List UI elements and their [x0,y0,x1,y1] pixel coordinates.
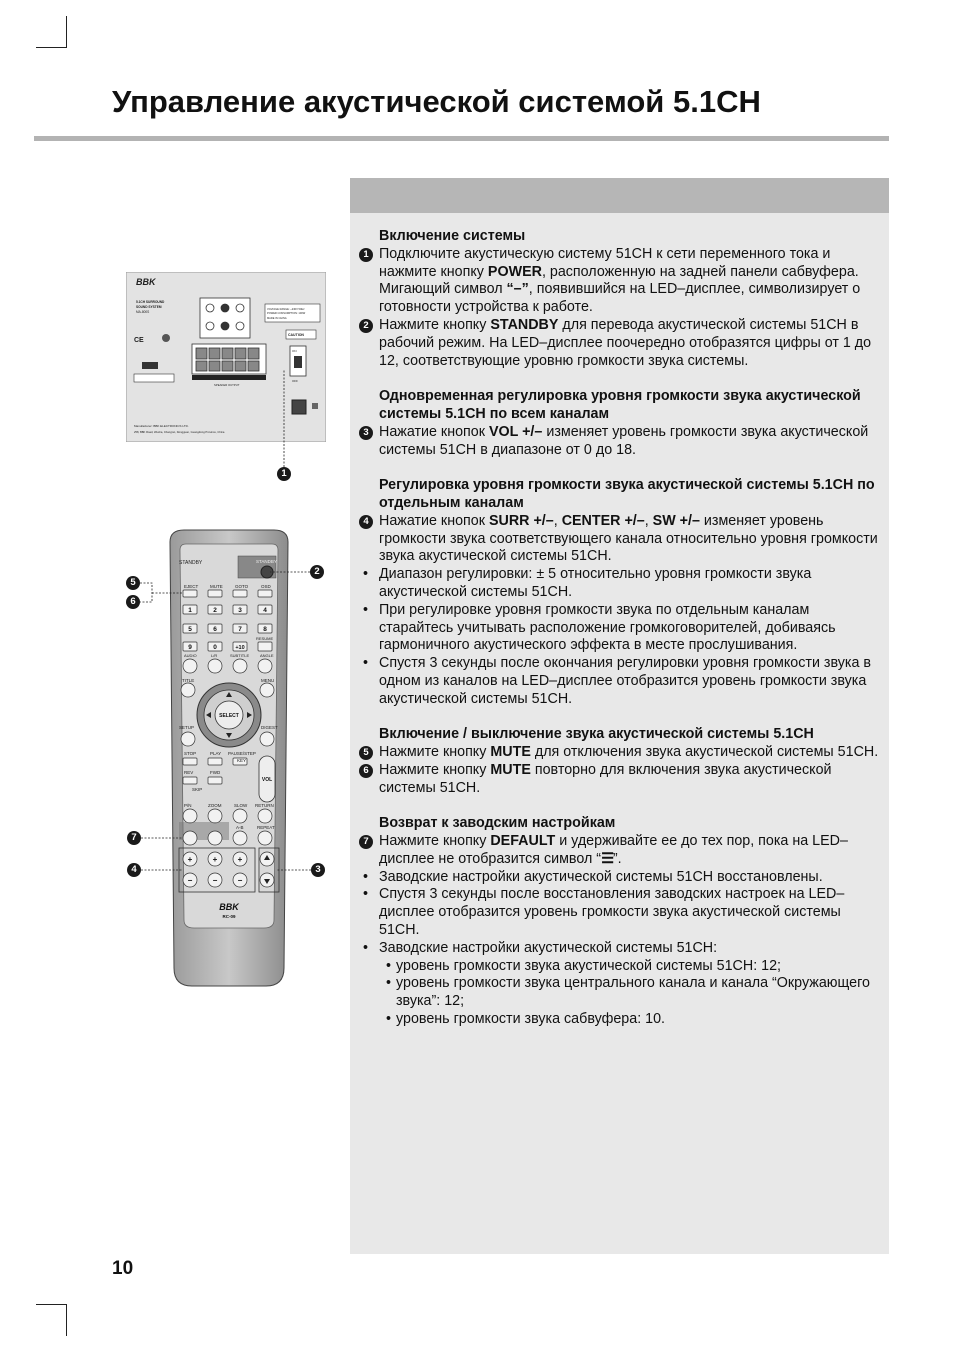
speaker-terminal-block [192,344,266,374]
section-heading: Включение / выключение звука акустической системы 5.1CH [379,726,814,743]
item-text: уровень громкости звука центрального канала и канала “Окружающего звука”: 12; [396,975,870,1010]
standby-button [261,566,273,578]
remote-standby-left: STANDBY [179,560,203,566]
rear-panel-figure [126,272,326,442]
emphasis-text: “–” [506,281,529,298]
svg-text:KEY: KEY [237,758,247,763]
section-3 [358,477,883,708]
callout-5: 5 [126,576,140,590]
crop-mark-top-horizontal [36,47,67,48]
svg-text:−: − [212,876,218,885]
step-item-2 [358,317,883,370]
section-2 [358,388,883,459]
bullet-item [358,602,883,655]
svg-text:5: 5 [188,626,192,633]
crop-mark-bottom-horizontal [36,1304,67,1305]
svg-text:+10: +10 [235,645,245,651]
emphasis-text: CENTER +/– [561,512,645,529]
svg-text:OSD: OSD [261,584,271,589]
svg-text:VOL: VOL [261,777,273,783]
svg-text:SLOW: SLOW [234,803,248,808]
emphasis-text: POWER [487,263,542,280]
sub-bullet-item [358,958,883,976]
rear-off: OFF [292,379,298,383]
item-text: , [644,512,653,529]
emphasis-text: SURR +/– [488,512,554,529]
svg-text:REV: REV [184,770,194,775]
step-item-3 [358,424,883,460]
remote-standby-right: STANDBY [256,559,277,564]
rear-power: POWER CONSUMPTION: 100W [267,312,306,315]
svg-text:−: − [187,876,193,885]
step-item-5 [358,744,883,762]
svg-text:CE: CE [134,337,144,344]
rear-manufacturer: Manufacturer: BBK ELECTRONICS LTD. [134,424,189,428]
emphasis-text: ☰ [601,850,613,867]
svg-text:AUDIO: AUDIO [184,653,197,658]
svg-text:A-B: A-B [236,825,244,830]
section-heading: Одновременная регулировка уровня громкости звука акустической системы 5.1CH по всем каналам [379,388,861,422]
rear-line-1: 5.1CH SURROUND [136,300,165,304]
svg-text:RETURN: RETURN [255,803,274,808]
svg-text:SELECT: SELECT [219,713,239,719]
instructions-content [358,228,883,1047]
callout-6: 6 [126,595,140,609]
callout-7: 7 [127,831,141,845]
step-number-badge: 5 [359,746,373,760]
step-item-7 [358,833,883,869]
item-text: Спустя 3 секунды после восстановления заводских настроек на LED–дисплее отобразится уровень громкости звука акустической системы 51CH. [379,886,845,939]
item-text: повторно для включения звука акустической системы 51CH. [379,761,832,796]
sub-bullet-item [358,975,883,1011]
rear-line-2: SOUND SYSTEM [136,305,162,309]
item-text: изменяет уровень громкости звука соответствующего канала относительно уровня громкости звука акустической системы 51CH. [379,512,878,565]
rear-brand-logo: BBK [136,277,156,287]
bullet-marker: • [386,975,392,992]
page-number: 10 [112,1258,134,1279]
svg-text:7: 7 [238,626,242,633]
emphasis-text: DEFAULT [490,833,556,850]
section-4 [358,726,883,797]
item-text: Нажмите кнопку [379,761,491,778]
bullet-item [358,566,883,602]
sub-bullet-item [358,1011,883,1029]
callout-1: 1 [277,467,291,481]
bullet-marker: • [386,957,392,974]
item-text: , [553,512,562,529]
rear-rating: VOLTAGE RANGE: ~230V 50Hz [267,308,305,311]
svg-text:3: 3 [238,607,242,614]
bullet-item [358,869,883,887]
bullet-marker: • [363,886,369,903]
page-title: Управление акустической системой 5.1CH [112,84,761,119]
item-text: Подключите акустическую систему 51CH к сети переменного тока и нажмите кнопку [379,245,831,280]
svg-text:PAUSE/STEP: PAUSE/STEP [228,751,256,756]
item-text: уровень громкости звука акустической системы 51CH: 12; [396,957,782,974]
svg-text:MUTE: MUTE [210,584,223,589]
svg-text:EJECT: EJECT [184,584,199,589]
step-number-badge: 6 [359,764,373,778]
svg-text:TITLE: TITLE [182,678,195,683]
bullet-marker: • [363,566,369,583]
item-text: Диапазон регулировки: ± 5 относительно уровня громкости звука акустической системы 51CH. [379,566,812,600]
svg-text:9: 9 [188,644,192,651]
remote-brand-logo: BBK [219,902,239,912]
remote-control-figure [166,528,292,990]
bullet-marker: • [363,939,369,956]
item-text: Заводские настройки акустической системы 51CH восстановлены. [379,868,823,885]
emphasis-text: SW +/– [652,512,700,529]
section-heading: Возврат к заводским настройкам [379,815,616,832]
svg-text:DIGEST: DIGEST [261,725,278,730]
step-item-6 [358,762,883,798]
svg-text:+: + [237,855,243,864]
svg-text:0: 0 [213,644,217,651]
step-number-badge: 7 [359,835,373,849]
svg-text:SUBTITLE: SUBTITLE [230,653,250,658]
item-text: и удерживайте ее до тех пор, пока на LED–дисплее не отобразится символ “ [379,833,848,867]
svg-text:MENU: MENU [261,678,275,683]
callout-4: 4 [127,863,141,877]
svg-text:ANGLE: ANGLE [260,653,274,658]
callout-3: 3 [311,863,325,877]
svg-text:REPEAT: REPEAT [257,825,275,830]
svg-text:4: 4 [263,607,267,614]
svg-text:−: − [237,876,243,885]
rear-speaker-output: SPEAKER OUTPUT [214,383,240,387]
section-1 [358,228,883,370]
section-heading: Включение системы [379,228,526,244]
svg-text:FWD: FWD [210,770,221,775]
svg-text:+: + [212,855,218,864]
svg-text:PLAY: PLAY [210,751,222,756]
step-number-badge: 3 [359,426,373,440]
crop-mark-top-vertical [66,16,67,48]
item-text: для отключения звука акустической системы 51CH. [530,744,879,761]
power-socket [292,400,306,414]
svg-text:L/R: L/R [211,653,218,658]
step-item-4 [358,513,883,566]
svg-text:8: 8 [263,626,267,633]
bullet-marker: • [386,1011,392,1028]
svg-text:2: 2 [213,607,217,614]
crop-mark-bottom-vertical [66,1304,67,1336]
bullet-marker: • [363,655,369,672]
step-item-1 [358,246,883,317]
item-text: уровень громкости звука сабвуфера: 10. [396,1011,666,1028]
rear-made: MADE IN CHINA [267,317,287,320]
rear-address: 258, BBK Road, Wusha, Chang'an, Dongguan, Guangdong Province, China [134,431,225,434]
item-text: , появившийся на LED–дисплее, символизирует о готовности устройства к работе. [379,281,861,316]
svg-text:RC-09: RC-09 [222,914,236,919]
input-jack-block [200,298,250,338]
section-5 [358,815,883,1029]
item-text: Заводские настройки акустической системы 51CH: [379,939,718,956]
step-number-badge: 1 [359,248,373,262]
svg-text:1: 1 [188,607,192,614]
item-text: Нажмите кнопку [379,833,491,850]
step-number-badge: 2 [359,319,373,333]
svg-text:STOP: STOP [184,751,197,756]
item-text: Нажатие кнопок [379,423,489,440]
svg-text:6: 6 [213,626,217,633]
item-text: изменяет уровень громкости звука акустической системы 51CH в диапазоне от 0 до 18. [379,423,869,458]
bullet-marker: • [363,868,369,885]
svg-text:SKIP: SKIP [192,787,203,792]
title-rule [34,136,889,141]
emphasis-text: VOL +/– [488,423,543,440]
svg-text:ZOOM: ZOOM [208,803,222,808]
item-text: , расположенную на задней панели сабвуфера. Мигающий символ [379,263,859,298]
svg-text:+: + [187,855,193,864]
emphasis-text: MUTE [490,744,531,761]
item-text: ”. [612,850,622,867]
item-text: Нажатие кнопок [379,512,489,529]
callout-2: 2 [310,565,324,579]
item-text: для перевода акустической системы 51CH в рабочий режим. На LED–дисплее поочередно отобразятся цифры от 1 до 12, соответствующие уровню громкости звука системы. [379,316,872,369]
rear-on: ON [292,349,297,353]
item-text: Нажмите кнопку [379,316,491,333]
item-text: Нажмите кнопку [379,744,491,761]
bullet-marker: • [363,601,369,618]
svg-text:GOTO: GOTO [235,584,249,589]
svg-text:P/N: P/N [184,803,192,808]
section-heading: Регулировка уровня громкости звука акустической системы 5.1CH по отдельным каналам [379,477,875,511]
bullet-item [358,655,883,708]
rear-caution: CAUTION [288,333,304,337]
item-text: Спустя 3 секунды после окончания регулировки уровня громкости звука в одном из каналов на LED–дисплее отобразится уровень громкости звука акустической системы 51CH. [379,655,871,707]
rear-line-3: MA-800S [136,310,150,314]
bullet-item [358,886,883,939]
bullet-item [358,940,883,958]
step-number-badge: 4 [359,515,373,529]
panel-header-bar [350,178,889,213]
item-text: При регулировке уровня громкости звука по отдельным каналам старайтесь учитывать расположение громкоговорителей, добиваясь гармоничного акустического эффекта в месте прослушивания. [379,601,836,654]
emphasis-text: STANDBY [490,316,559,333]
svg-text:RESUME: RESUME [256,636,274,641]
emphasis-text: MUTE [490,761,531,778]
svg-text:SETUP: SETUP [179,725,195,730]
